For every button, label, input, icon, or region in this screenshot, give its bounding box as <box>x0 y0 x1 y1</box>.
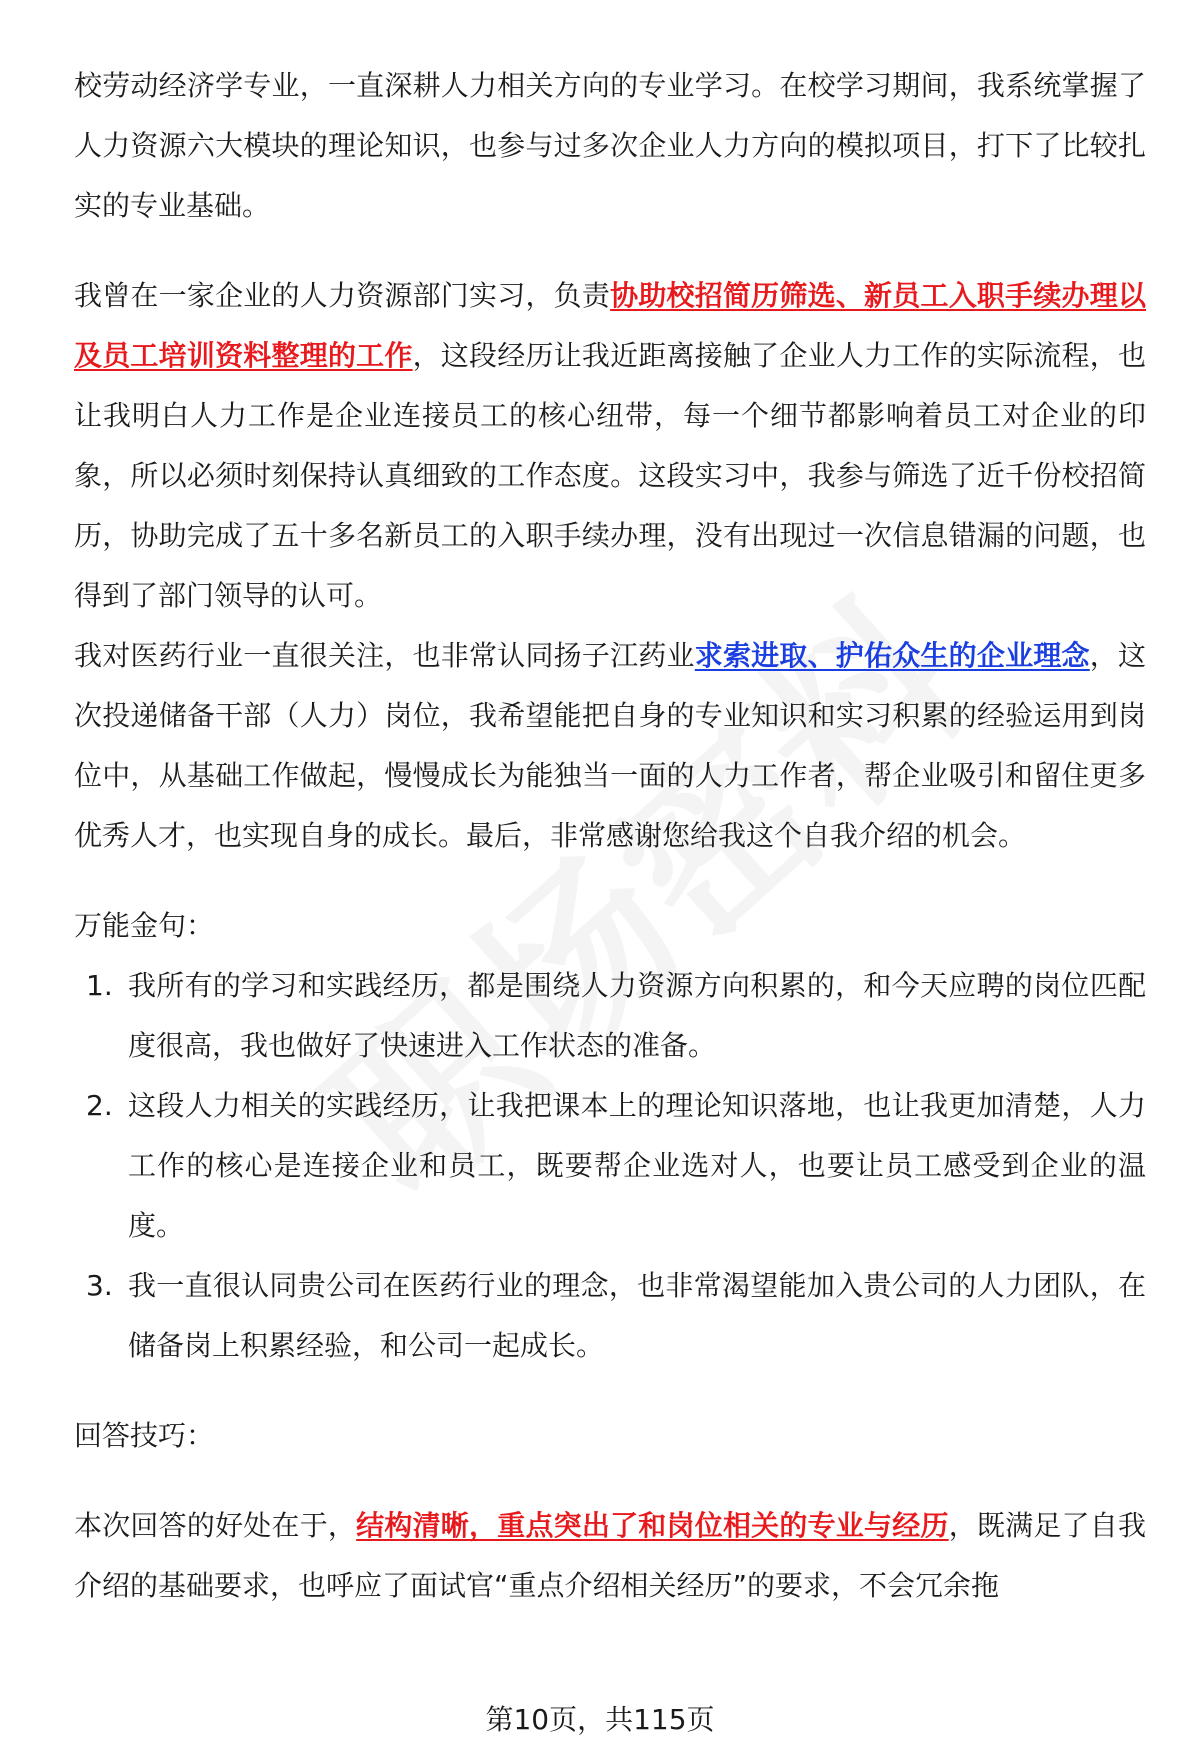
paragraph-internship-lead: 我曾在一家企业的人力资源部门实习，负责 <box>74 279 611 312</box>
highlight-company-philosophy: 求索进取、护佑众生的企业理念 <box>694 639 1090 672</box>
highlight-internship-duties: 协助校招简历筛选、新员工入职手续办理以及员工培训资料整理的工作 <box>74 279 1146 372</box>
list-item <box>74 956 1146 1076</box>
paragraph-motivation-lead: 我对医药行业一直很关注，也非常认同扬子江药业 <box>74 639 695 672</box>
heading-answer-tips: 回答技巧： <box>74 1419 215 1452</box>
heading-golden-sentences: 万能金句： <box>74 909 215 942</box>
list-item-number: 3. <box>86 1269 113 1302</box>
paragraph-internship <box>74 266 1146 626</box>
paragraph-motivation-rest: ，这次投递储备干部（人力）岗位，我希望能把自身的专业知识和实习积累的经验运用到岗位中，从基础工作做起，慢慢成长为能独当一面的人力工作者，帮企业吸引和留住更多优秀人才，也实现自身的成长。最后，非常感谢您给我这个自我介绍的机会。 <box>74 639 1146 852</box>
list-item-text: 我一直很认同贵公司在医药行业的理念，也非常渴望能加入贵公司的人力团队，在储备岗上积累经验，和公司一起成长。 <box>128 1269 1146 1362</box>
list-item <box>74 1256 1146 1376</box>
paragraph-tips-rest: ，既满足了自我介绍的基础要求，也呼应了面试官“重点介绍相关经历”的要求，不会冗余拖 <box>74 1509 1146 1602</box>
paragraph-internship-rest: ，这段经历让我近距离接触了企业人力工作的实际流程，也让我明白人力工作是企业连接员工的核心纽带，每一个细节都影响着员工对企业的印象，所以必须时刻保持认真细致的工作态度。这段实习中，我参与筛选了近千份校招简历，协助完成了五十多名新员工的入职手续办理，没有出现过一次信息错漏的问题，也得到了部门领导的认可。 <box>74 339 1146 612</box>
page-number-footer: 第10页，共115页 <box>485 1703 715 1736</box>
list-item-number: 2. <box>86 1089 113 1122</box>
document-body <box>74 56 1146 1616</box>
paragraph-answer-tips <box>74 1496 1146 1616</box>
paragraph-motivation <box>74 626 1146 866</box>
golden-sentences-list <box>74 956 1146 1376</box>
list-item-text: 我所有的学习和实践经历，都是围绕人力资源方向积累的，和今天应聘的岗位匹配度很高，我也做好了快速进入工作状态的准备。 <box>128 969 1146 1062</box>
list-item-number: 1. <box>86 969 113 1002</box>
list-item-text: 这段人力相关的实践经历，让我把课本上的理论知识落地，也让我更加清楚，人力工作的核心是连接企业和员工，既要帮企业选对人，也要让员工感受到企业的温度。 <box>128 1089 1146 1242</box>
paragraph-education: 校劳动经济学专业，一直深耕人力相关方向的专业学习。在校学习期间，我系统掌握了人力资源六大模块的理论知识，也参与过多次企业人力方向的模拟项目，打下了比较扎实的专业基础。 <box>74 69 1146 222</box>
list-item <box>74 1076 1146 1256</box>
paragraph-tips-lead: 本次回答的好处在于， <box>74 1509 357 1542</box>
highlight-tips-key-point: 结构清晰，重点突出了和岗位相关的专业与经历 <box>356 1509 949 1542</box>
